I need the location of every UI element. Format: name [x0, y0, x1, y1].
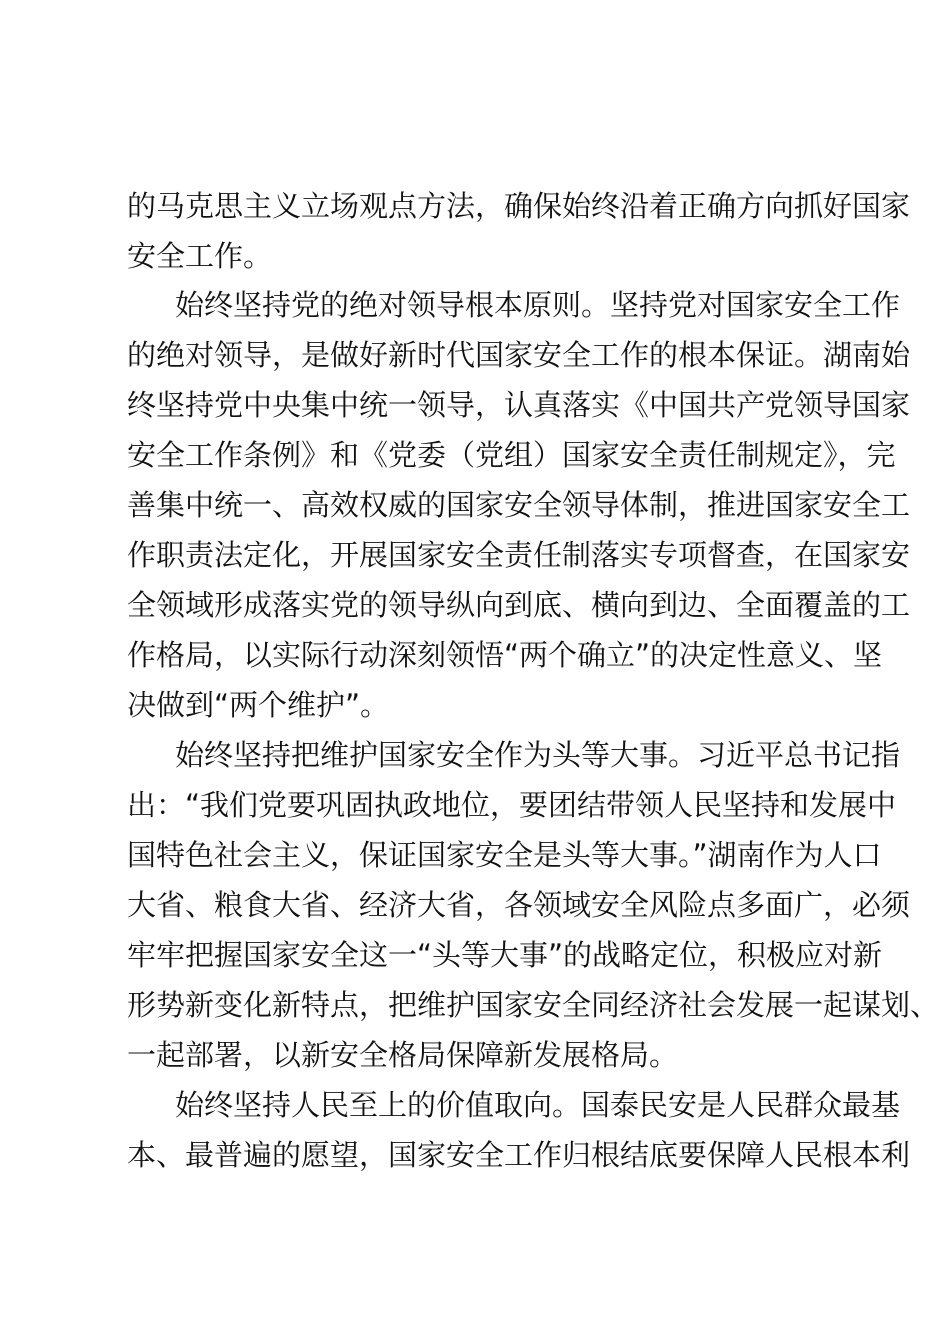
text-line: 牢牢把握国家安全这一“头等大事”的战略定位，积极应对新: [127, 938, 883, 972]
text-line: 本、最普遍的愿望，国家安全工作归根结底要保障人民根本利: [127, 1138, 911, 1172]
text-line: 的马克思主义立场观点方法，确保始终沿着正确方向抓好国家: [127, 189, 911, 223]
text-line: 始终坚持党的绝对领导根本原则。坚持党对国家安全工作: [175, 288, 901, 322]
text-line: 出：“我们党要巩固执政地位，要团结带领人民坚持和发展中: [127, 788, 897, 822]
text-line: 形势新变化新特点，把维护国家安全同经济社会发展一起谋划、: [127, 988, 940, 1022]
text-line: 一起部署，以新安全格局保障新发展格局。: [127, 1038, 679, 1072]
text-line: 终坚持党中央集中统一领导，认真落实《中国共产党领导国家: [127, 388, 911, 422]
text-line: 作职责法定化，开展国家安全责任制落实专项督查，在国家安: [127, 538, 911, 572]
text-line: 的绝对领导，是做好新时代国家安全工作的根本保证。湖南始: [127, 338, 911, 372]
text-line: 安全工作条例》和《党委（党组）国家安全责任制规定》，完: [127, 438, 896, 472]
text-line: 始终坚持人民至上的价值取向。国泰民安是人民群众最基: [175, 1088, 901, 1122]
text-line: 大省、粮食大省、经济大省，各领域安全风险点多面广，必须: [127, 888, 911, 922]
text-line: 决做到“两个维护”。: [127, 688, 390, 722]
text-line: 安全工作。: [127, 239, 273, 273]
text-line: 作格局，以实际行动深刻领悟“两个确立”的决定性意义、坚: [127, 638, 883, 672]
text-line: 始终坚持把维护国家安全作为头等大事。习近平总书记指: [175, 738, 901, 772]
text-line: 善集中统一、高效权威的国家安全领导体制，推进国家安全工: [127, 488, 911, 522]
text-line: 全领域形成落实党的领导纵向到底、横向到边、全面覆盖的工: [127, 588, 911, 622]
text-line: 国特色社会主义，保证国家安全是头等大事。”湖南作为人口: [127, 838, 882, 872]
